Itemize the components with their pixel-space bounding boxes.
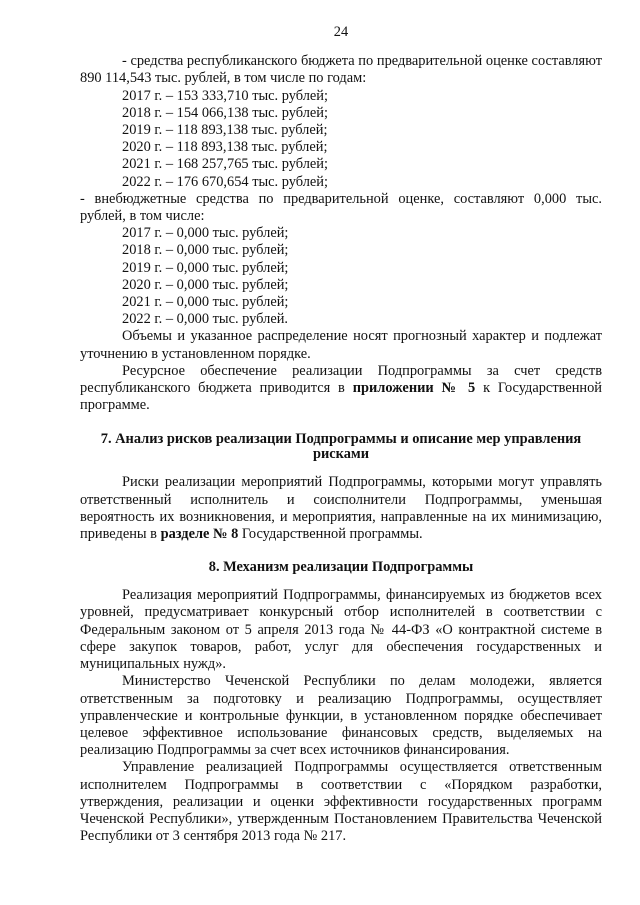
extrabudget-year-item: 2021 г. – 0,000 тыс. рублей; [122, 294, 289, 311]
budget-year-item: 2022 г. – 176 670,654 тыс. рублей; [122, 173, 328, 190]
section-7-section-ref: разделе № 8 [160, 526, 239, 543]
resource-text-before: Ресурсное обеспечение реализации Подпрограммы за счет средств республиканского бюджета приводится в [80, 362, 602, 397]
section-8-paragraph-2: Министерство Чеченской Республики по делам молодежи, является ответственным за подготовку и реализацию Подпрограммы, осуществляет управленческие и контрольные функции, в установленном порядке обеспечивает целевое эффективное использование финансовых средств, выделяемых на реализацию Подпрограммы за счет всех источников финансирования. [80, 673, 602, 759]
extrabudget-year-item: 2020 г. – 0,000 тыс. рублей; [122, 276, 289, 293]
budget-years-list [80, 88, 602, 191]
section-7-heading: 7. Анализ рисков реализации Подпрограммы и описание мер управления рисками [100, 431, 582, 463]
resource-paragraph [80, 363, 602, 415]
extrabudget-year-item: 2019 г. – 0,000 тыс. рублей; [122, 259, 289, 276]
budget-year-item: 2021 г. – 168 257,765 тыс. рублей; [122, 156, 328, 173]
section-8-heading: 8. Механизм реализации Подпрограммы [208, 559, 474, 576]
volumes-note: Объемы и указанное распределение носят прогнозный характер и подлежат уточнению в установленном порядке. [80, 328, 602, 362]
extrabudget-year-item: 2018 г. – 0,000 тыс. рублей; [122, 242, 289, 259]
section-7-text-after: Государственной программы. [238, 526, 423, 543]
budget-year-item: 2020 г. – 118 893,138 тыс. рублей; [122, 139, 328, 156]
section-7-paragraph [80, 474, 602, 543]
budget-year-item: 2018 г. – 154 066,138 тыс. рублей; [122, 104, 328, 121]
extrabudget-years-list [80, 225, 602, 328]
extrabudget-year-item: 2022 г. – 0,000 тыс. рублей. [122, 311, 289, 328]
extrabudget-intro: - внебюджетные средства по предварительной оценке, составляют 0,000 тыс. рублей, в том числе: [80, 190, 602, 225]
section-7-text-before: Риски реализации мероприятий Подпрограммы, которыми могут управлять ответственный исполнитель и соисполнители Подпрограммы, уменьшая вероятность их возникновения, и мероприятия, направленные на их минимизацию, приведены в [80, 474, 602, 543]
budget-year-item: 2019 г. – 118 893,138 тыс. рублей; [122, 122, 328, 139]
section-8-paragraph-3: Управление реализацией Подпрограммы осуществляется ответственным исполнителем Подпрограммы в соответствии с «Порядком разработки, утверждения, реализации и оценки эффективности государственных программ Чеченской Республики», утвержденным Постановлением Правительства Чеченской Республики от 3 сентября 2013 года № 217. [80, 759, 602, 845]
section-8-paragraph-1: Реализация мероприятий Подпрограммы, финансируемых из бюджетов всех уровней, предусматривает конкурсный отбор исполнителей в соответствии с Федеральным законом от 5 апреля 2013 года № 44-ФЗ «О контрактной системе в сфере закупок товаров, работ, услуг для обеспечения государственных и муниципальных нужд». [80, 587, 602, 673]
page-number: 24 [333, 24, 349, 40]
budget-year-item: 2017 г. – 153 333,710 тыс. рублей; [122, 87, 328, 104]
budget-intro: - средства республиканского бюджета по предварительной оценке составляют 890 114,543 тыс. рублей, в том числе по годам: [80, 53, 602, 87]
extrabudget-year-item: 2017 г. – 0,000 тыс. рублей; [122, 225, 289, 242]
resource-appendix-ref: приложении № 5 [352, 380, 476, 397]
document-page [80, 24, 602, 845]
resource-text-after: к Государственной программе. [80, 380, 602, 414]
